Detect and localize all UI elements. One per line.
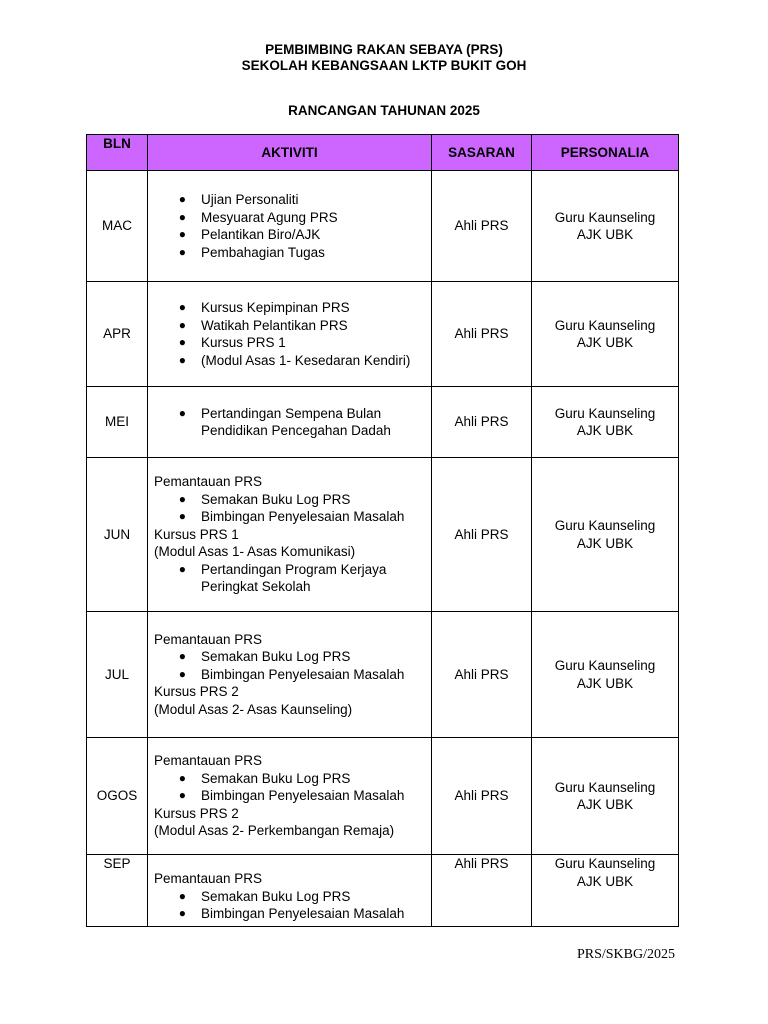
activity-text: Kursus PRS 2 bbox=[154, 684, 239, 700]
personnel-name: AJK UBK bbox=[576, 873, 634, 889]
personnel-name: Guru Kaunseling bbox=[554, 856, 656, 871]
annual-plan-table bbox=[86, 134, 679, 927]
personnel-name: Guru Kaunseling bbox=[554, 317, 656, 333]
activity-bullet-item bbox=[154, 561, 427, 596]
activity-text: Kursus PRS 1 bbox=[154, 526, 239, 542]
bullet-dot-icon: ● bbox=[178, 192, 186, 206]
activity-bullet-item bbox=[154, 787, 427, 805]
personnel-name: Guru Kaunseling bbox=[554, 209, 656, 225]
document-code: PRS/SKBG/2025 bbox=[576, 947, 675, 962]
activity-cell bbox=[148, 458, 432, 612]
activity-cell bbox=[148, 612, 432, 738]
activity-bullet-item bbox=[154, 226, 427, 244]
personnel-cell bbox=[532, 738, 679, 855]
activity-text: Kursus PRS 1 bbox=[201, 335, 286, 350]
table-row bbox=[87, 387, 679, 458]
school-name: SEKOLAH KEBANGSAAN LKTP BUKIT GOH bbox=[241, 58, 527, 73]
document-title: PEMBIMBING RAKAN SEBAYA (PRS) bbox=[265, 42, 503, 57]
bullet-dot-icon: ● bbox=[178, 770, 186, 785]
bullet-dot-icon: ● bbox=[178, 209, 186, 224]
table-row bbox=[87, 458, 679, 612]
bullet-dot-icon: ● bbox=[178, 491, 186, 506]
target-cell: Ahli PRS bbox=[432, 612, 532, 738]
activity-text: Bimbingan Penyelesaian Masalah bbox=[201, 666, 405, 682]
activity-text: Pertandingan Program Kerjaya Peringkat Sekolah bbox=[201, 561, 387, 595]
activity-text: Semakan Buku Log PRS bbox=[201, 888, 351, 904]
activity-bullet-item bbox=[154, 209, 427, 227]
table-body bbox=[87, 171, 679, 927]
activity-text: Semakan Buku Log PRS bbox=[201, 491, 351, 507]
activity-text: Bimbingan Penyelesaian Masalah bbox=[201, 906, 405, 921]
activity-text: (Modul Asas 2- Perkembangan Remaja) bbox=[154, 823, 395, 839]
activity-text: Kursus PRS 2 bbox=[154, 805, 239, 821]
table-row bbox=[87, 612, 679, 738]
target-cell: Ahli PRS bbox=[432, 738, 532, 855]
activity-text: Pelantikan Biro/AJK bbox=[201, 227, 321, 242]
activity-bullet-item bbox=[154, 244, 427, 262]
bullet-dot-icon: ● bbox=[178, 244, 186, 259]
activity-text: Bimbingan Penyelesaian Masalah bbox=[201, 509, 405, 525]
table-row bbox=[87, 282, 679, 387]
activity-text: (Modul Asas 1- Kesedaran Kendiri) bbox=[201, 352, 411, 368]
personnel-name: Guru Kaunseling bbox=[554, 779, 656, 795]
activity-bullet-item bbox=[154, 317, 427, 335]
activity-bullet-item bbox=[154, 299, 427, 317]
plan-subtitle: RANCANGAN TAHUNAN 2025 bbox=[288, 103, 480, 118]
personnel-cell bbox=[532, 458, 679, 612]
personnel-name: AJK UBK bbox=[576, 335, 634, 350]
personnel-name: Guru Kaunseling bbox=[554, 518, 656, 533]
activity-text: Pemantauan PRS bbox=[154, 474, 263, 490]
activity-bullet-item bbox=[154, 770, 427, 788]
month-cell: APR bbox=[87, 282, 148, 387]
activity-bullet-item bbox=[154, 666, 427, 684]
activity-text: Kursus Kepimpinan PRS bbox=[201, 300, 350, 315]
activity-bullet-item bbox=[154, 352, 427, 370]
personnel-name: AJK UBK bbox=[576, 227, 634, 242]
target-cell: Ahli PRS bbox=[432, 282, 532, 387]
activity-text: Bimbingan Penyelesaian Masalah bbox=[201, 788, 405, 804]
activity-text: Semakan Buku Log PRS bbox=[201, 770, 351, 786]
activity-text: Pemantauan PRS bbox=[154, 871, 263, 886]
activity-bullet-item bbox=[154, 491, 427, 509]
personnel-name: AJK UBK bbox=[576, 535, 634, 551]
personnel-cell bbox=[532, 387, 679, 458]
personnel-cell bbox=[532, 855, 679, 927]
activity-cell bbox=[148, 738, 432, 855]
activity-text: Semakan Buku Log PRS bbox=[201, 649, 351, 665]
bullet-dot-icon: ● bbox=[178, 561, 186, 576]
activity-bullet-item bbox=[154, 405, 427, 440]
activity-cell bbox=[148, 171, 432, 282]
activity-text: Mesyuarat Agung PRS bbox=[201, 209, 338, 225]
personnel-name: AJK UBK bbox=[576, 797, 634, 812]
activity-cell bbox=[148, 282, 432, 387]
table-row bbox=[87, 855, 679, 927]
activity-text: (Modul Asas 2- Asas Kaunseling) bbox=[154, 701, 353, 717]
personnel-name: Guru Kaunseling bbox=[554, 405, 656, 421]
bullet-dot-icon: ● bbox=[178, 509, 186, 524]
activity-cell bbox=[148, 387, 432, 458]
table-row bbox=[87, 738, 679, 855]
bullet-dot-icon: ● bbox=[178, 300, 186, 314]
bullet-dot-icon: ● bbox=[178, 649, 186, 664]
month-cell: MEI bbox=[87, 387, 148, 458]
activity-bullet-item bbox=[154, 191, 427, 209]
bullet-dot-icon: ● bbox=[178, 666, 186, 681]
activity-text: Pemantauan PRS bbox=[154, 631, 263, 647]
table-row bbox=[87, 171, 679, 282]
personnel-cell bbox=[532, 282, 679, 387]
activity-bullet-item bbox=[154, 648, 427, 666]
bullet-dot-icon: ● bbox=[178, 317, 186, 332]
activity-text: (Modul Asas 1- Asas Komunikasi) bbox=[154, 544, 356, 560]
month-cell: MAC bbox=[87, 171, 148, 282]
target-cell: Ahli PRS bbox=[432, 171, 532, 282]
target-cell: Ahli PRS bbox=[432, 855, 532, 927]
personnel-name: AJK UBK bbox=[576, 675, 634, 691]
activity-bullet-item bbox=[154, 334, 427, 352]
activity-text: Pemantauan PRS bbox=[154, 753, 263, 769]
header-personnel: PERSONALIA bbox=[532, 135, 679, 171]
bullet-dot-icon: ● bbox=[178, 335, 186, 349]
bullet-dot-icon: ● bbox=[178, 906, 186, 920]
header-activity: AKTIVITI bbox=[148, 135, 432, 171]
activity-bullet-item bbox=[154, 508, 427, 526]
personnel-cell bbox=[532, 612, 679, 738]
personnel-name: AJK UBK bbox=[576, 423, 634, 438]
personnel-name: Guru Kaunseling bbox=[554, 658, 656, 673]
month-cell: JUN bbox=[87, 458, 148, 612]
bullet-dot-icon: ● bbox=[178, 888, 186, 903]
activity-bullet-item bbox=[154, 905, 427, 923]
target-cell: Ahli PRS bbox=[432, 458, 532, 612]
activity-text: Watikah Pelantikan PRS bbox=[201, 317, 348, 333]
target-cell: Ahli PRS bbox=[432, 387, 532, 458]
bullet-dot-icon: ● bbox=[178, 788, 186, 803]
activity-text: Pembahagian Tugas bbox=[201, 244, 325, 260]
bullet-dot-icon: ● bbox=[178, 352, 186, 367]
activity-cell bbox=[148, 855, 432, 927]
month-cell: JUL bbox=[87, 612, 148, 738]
bullet-dot-icon: ● bbox=[178, 227, 186, 241]
activity-text: Pertandingan Sempena Bulan Pendidikan Pencegahan Dadah bbox=[201, 405, 391, 438]
activity-text: Ujian Personaliti bbox=[201, 192, 299, 207]
table-header-row bbox=[87, 135, 679, 171]
bullet-dot-icon: ● bbox=[178, 405, 186, 420]
header-month: BLN bbox=[87, 135, 148, 171]
personnel-cell bbox=[532, 171, 679, 282]
month-cell: SEP bbox=[87, 855, 148, 927]
month-cell: OGOS bbox=[87, 738, 148, 855]
activity-bullet-item bbox=[154, 888, 427, 906]
header-target: SASARAN bbox=[432, 135, 532, 171]
